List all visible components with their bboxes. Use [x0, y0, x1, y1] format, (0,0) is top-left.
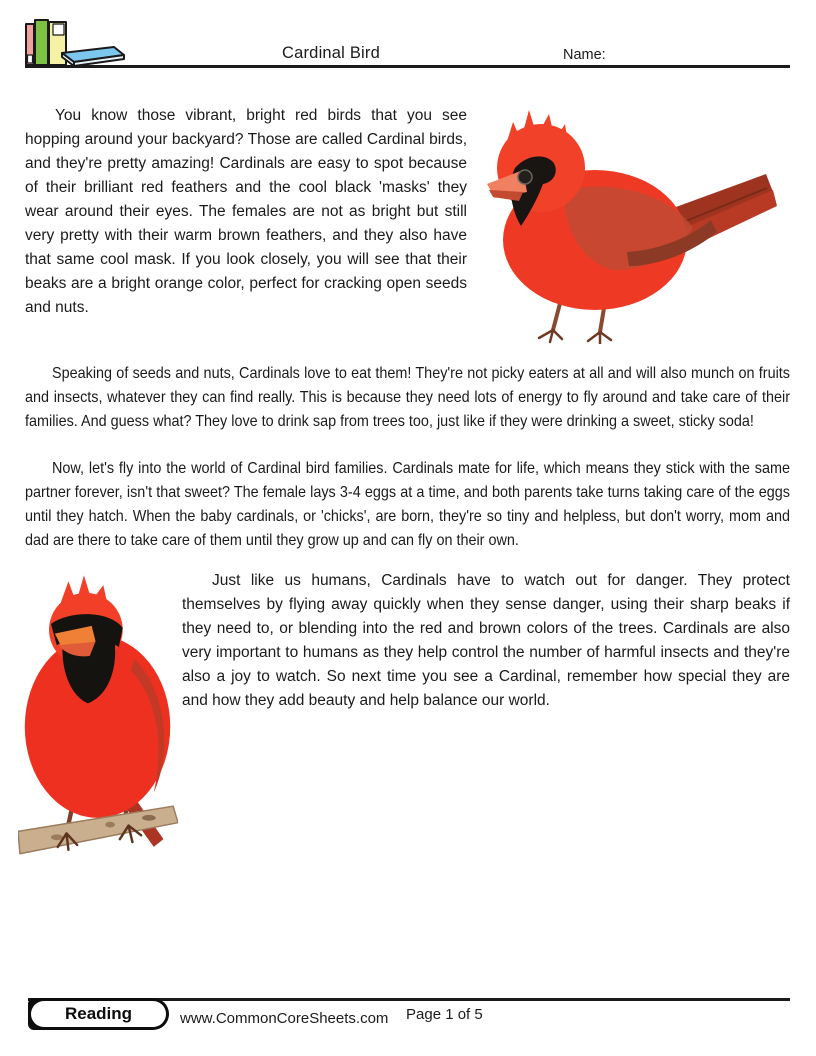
footer	[28, 998, 790, 1038]
paragraph-3: Now, let's fly into the world of Cardinal bird families. Cardinals mate for life, which means they stick with the same partner forever, isn't that sweet? The female lays 3-4 eggs at a time, and both parents take turns taking care of the eggs until they hatch. When the baby cardinals, or 'chicks', are born, they're so tiny and helpless, but don't worry, mom and dad are there to take care of them until they grow up and can fly on their own.	[25, 460, 790, 549]
books-logo-icon	[22, 11, 128, 72]
category-badge-label: Reading	[31, 1001, 166, 1027]
category-badge	[28, 998, 169, 1030]
page-indicator: Page 1 of 5	[406, 1006, 483, 1023]
name-label: Name:	[563, 47, 606, 63]
header-rule	[25, 65, 790, 68]
cardinal-perched-on-branch-photo	[18, 569, 178, 864]
page-title: Cardinal Bird	[282, 44, 380, 62]
website-text: www.CommonCoreSheets.com	[180, 1010, 389, 1027]
paragraph-4: Just like us humans, Cardinals have to watch out for danger. They protect themselves by flying away quickly when they sense danger, using their sharp beaks if they need to, or blending into the red and brown colors of the trees. Cardinals are also very important to humans as they help control the number of harmful insects and they're also a joy to watch. So next time you see a Cardinal, remember how special they are and how they add beauty and help balance our world.	[182, 572, 790, 709]
closing-section	[25, 569, 790, 713]
paragraph-2: Speaking of seeds and nuts, Cardinals love to eat them! They're not picky eaters at all and will also munch on fruits and insects, whatever they can find really. This is because they need lots of energy to fly around and take care of their families. And guess what? They love to drink sap from trees too, just like if they were drinking a sweet, sticky soda!	[25, 365, 790, 430]
paragraph-1: You know those vibrant, bright red birds that you see hopping around your backyard? Those are called Cardinal birds, and they're pretty amazing! Cardinals are easy to spot because of their brilliant red feathers and the cool black 'masks' they wear around their eyes. The females are not as bright but still very pretty with their warm brown feathers, and they also have that same cool mask. If you look closely, you will see that their beaks are a bright orange color, perfect for cracking open seeds and nuts.	[25, 107, 467, 316]
cardinal-side-view-photo	[477, 104, 790, 344]
article-body	[25, 104, 790, 864]
intro-section	[25, 104, 790, 344]
